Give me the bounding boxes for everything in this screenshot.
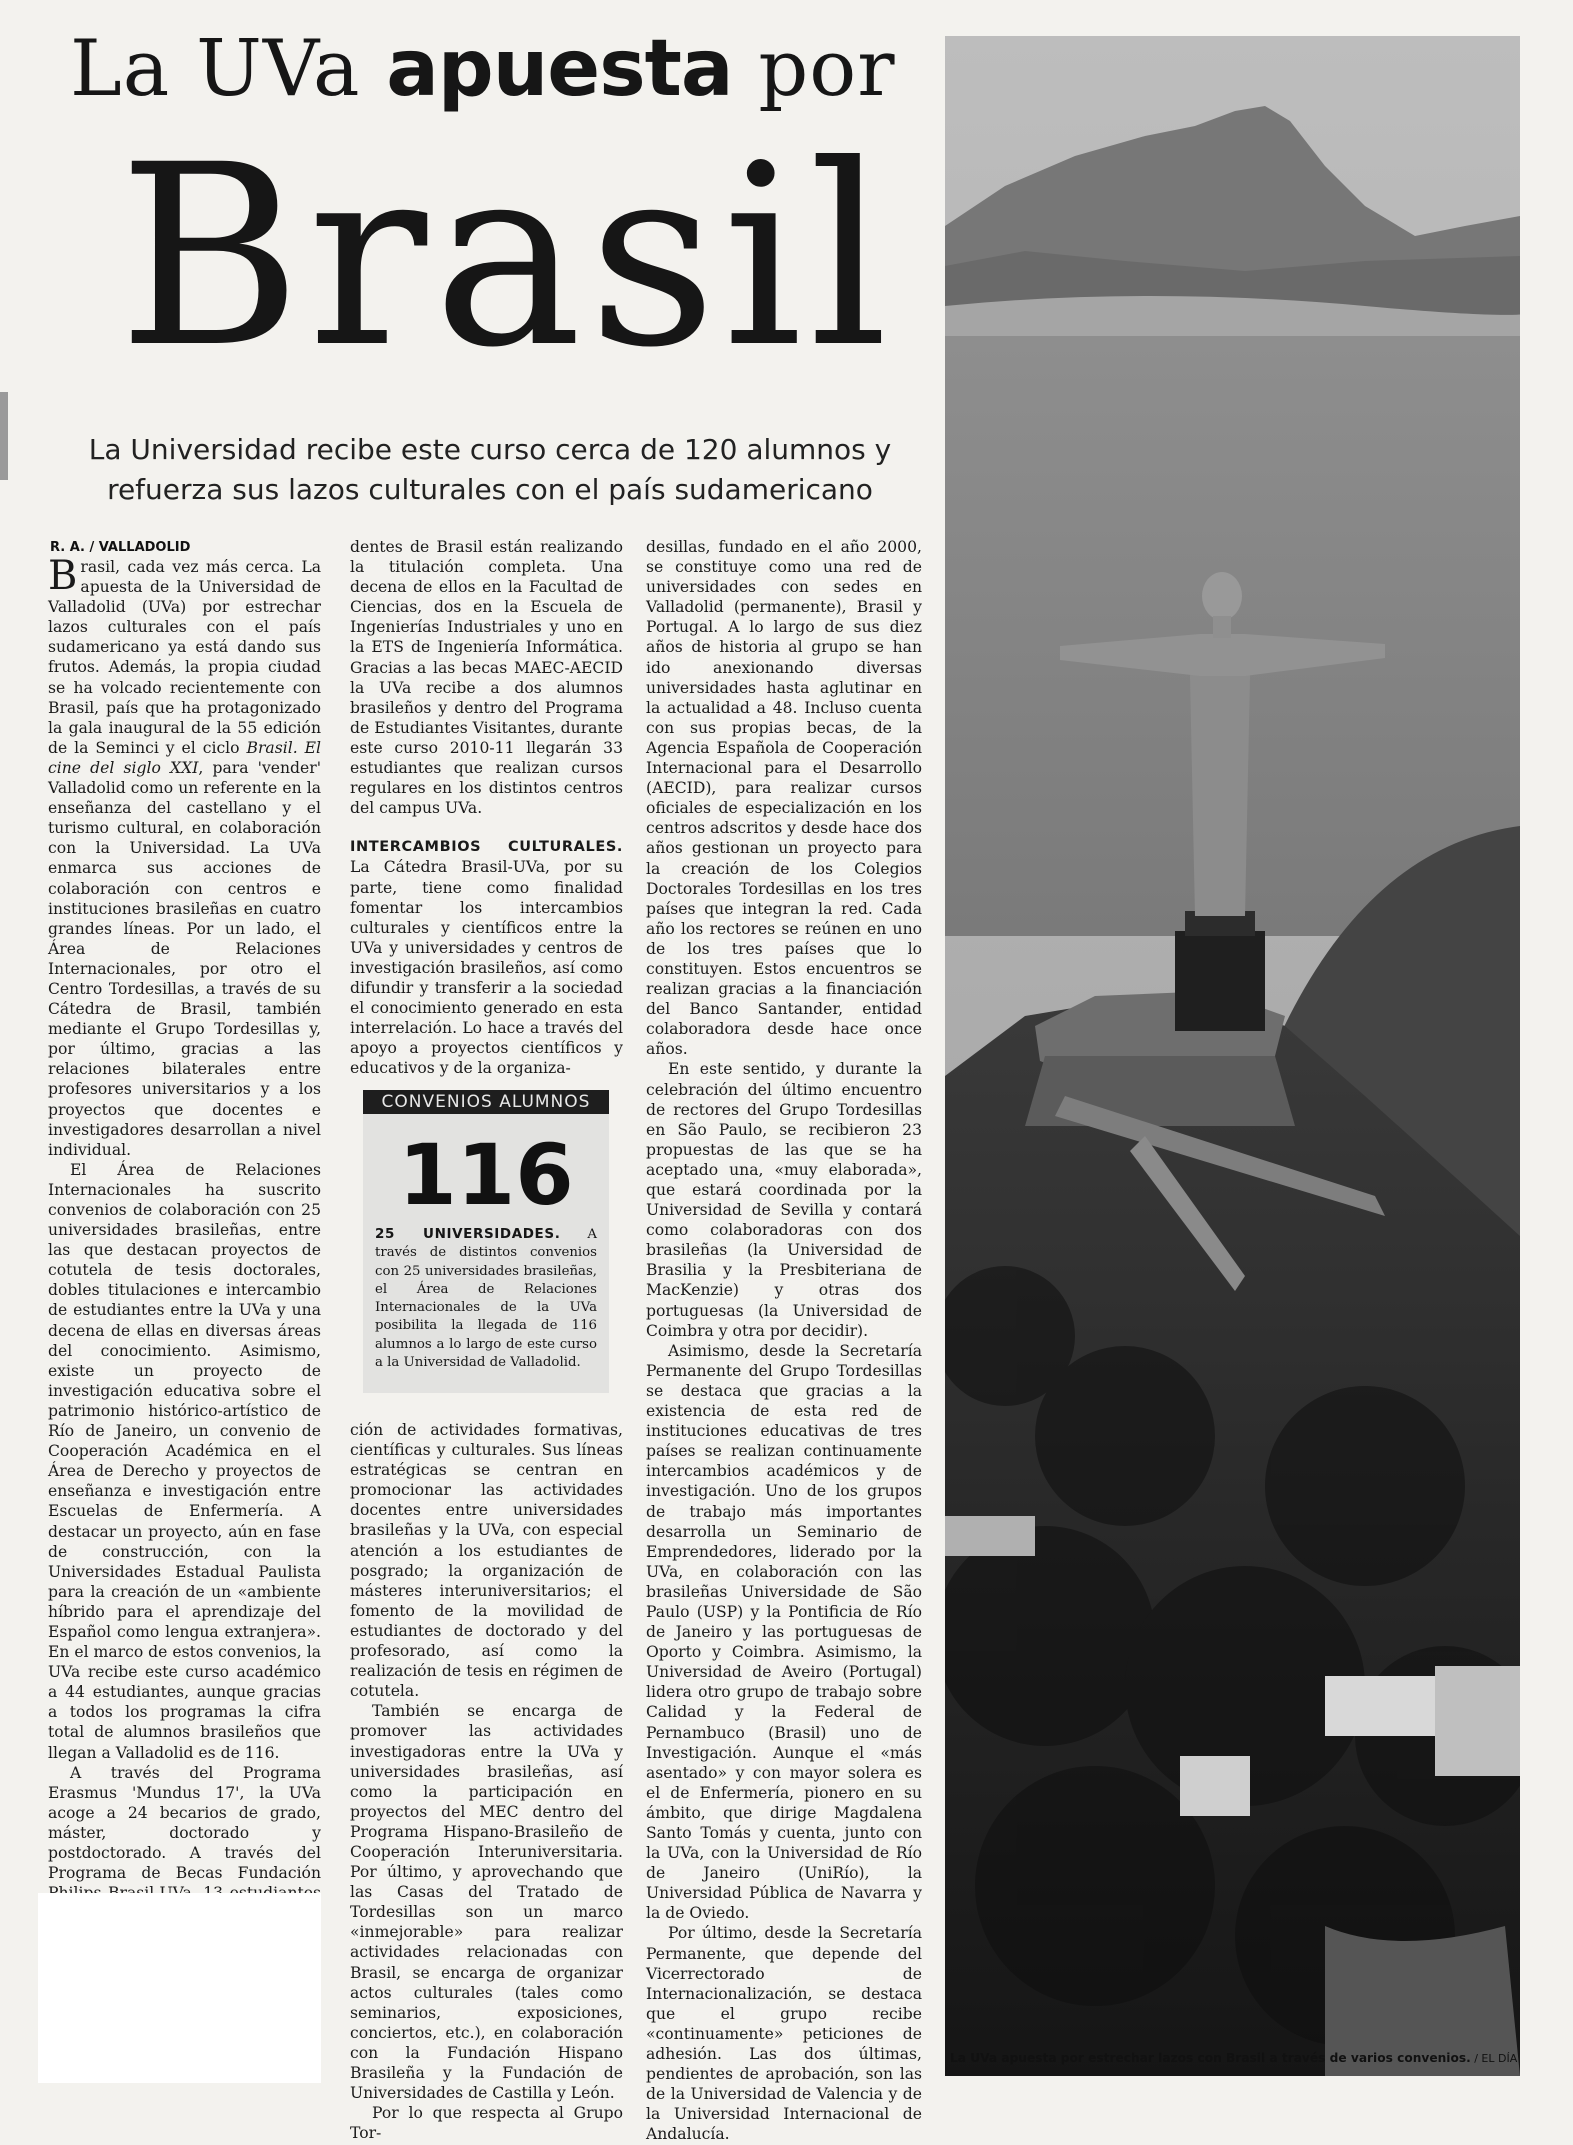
col3-paragraph-2: En este sentido, y durante la celebración del último encuentro de rectores del Grupo Tordesillas en São Paulo, se recibieron 23 propuestas de las que se ha aceptado una, «muy elaborada», que estará coordinada por la Universidad de Sevilla y contará como colaboradoras con dos brasileñas (la Universidad de Brasilia y la Presbiteriana de MacKenzie) y otras dos portuguesas (la Universidad de Coimbra y otra por decidir). xyxy=(646,1060,922,1340)
col1-paragraph-1 xyxy=(48,553,321,1160)
photo-caption xyxy=(950,2051,1520,2065)
col2-paragraph-3: ción de actividades formativas, científicas y culturales. Sus líneas estratégicas se centran en promocionar las actividades docentes entre universidades brasileñas y la UVa, con especial atención a los estudiantes de posgrado; la organización de másteres interuniversitarios; el fomento de la movilidad de estudiantes de doctorado y del profesorado, así como la realización de tesis en régimen de cotutela. xyxy=(350,1421,623,1701)
dropcap: B xyxy=(48,553,78,599)
deck-subtitle: La Universidad recibe este curso cerca de 120 alumnos y refuerza sus lazos culturales con el país sudamericano xyxy=(88,433,892,506)
col2-paragraph-2 xyxy=(350,836,623,1078)
col3-paragraph-4: Por último, desde la Secretaría Permanente, que depende del Vicerrectorado de Internacionalización, se destaca que el grupo recibe «continuamente» peticiones de adhesión. Las dos últimas, pendientes de aprobación, son las de la Universidad de Valencia y de la Universidad Internacional de Andalucía. xyxy=(646,1924,922,2144)
article-column-2-top xyxy=(350,537,623,1078)
subhead-intercambios: INTERCAMBIOS CULTURALES. xyxy=(350,839,623,856)
headline-line-2: Brasil xyxy=(118,111,895,402)
col2-p2-text: La Cátedra Brasil-UVa, por su parte, tiene como finalidad fomentar los intercambios culturales y científicos entre la UVa y universidades y centros de investigación brasileños, así como difundir y transferir a la sociedad el conocimiento generado en esta interrelación. Lo hace a través del apoyo a proyectos científicos y educativos y de la organiza- xyxy=(350,858,623,1078)
col3-paragraph-1: desillas, fundado en el año 2000, se constituye como una red de universidades con sedes en Valladolid (permanente), Brasil y Portugal. A lo largo de sus diez años de historia al grupo se han ido anexionando diversas universidades hasta aglutinar en la actualidad a 48. Incluso cuenta con sus propias becas, de la Agencia Española de Cooperación Internacional para el Desarrollo (AECID), para realizar cursos oficiales de especialización en los centros adscritos y desde hace dos años gestionan un proyecto para la creación de los Colegios Doctorales Tordesillas en los tres países que integran la red. Cada año los rectores se reúnen en uno de los tres países que lo constituyen. Estos encuentros se realizan gracias a la financiación del Banco Santander, entidad colaboradora desde hace once años. xyxy=(646,538,922,1059)
headline-pre: La UVa xyxy=(70,24,387,114)
headline-line-1 xyxy=(70,24,930,114)
col1-p1-italic: Brasil. El cine del siglo XXI xyxy=(48,738,321,777)
blank-patch xyxy=(38,1893,321,2083)
byline: R. A. / VALLADOLID xyxy=(50,540,191,555)
article-column-2-bottom xyxy=(350,1420,623,2143)
article-column-3 xyxy=(646,537,922,2145)
headline-post: por xyxy=(732,24,896,114)
box-label: CONVENIOS ALUMNOS xyxy=(363,1090,609,1114)
box-lead: 25 UNIVERSIDADES. xyxy=(375,1226,561,1242)
highlight-box xyxy=(363,1090,609,1393)
photo-illustration xyxy=(945,36,1520,2076)
box-body: A través de distintos convenios con 25 universidades brasileñas, el Área de Relaciones Internacionales de la UVa posibilita la llegada de 116 alumnos a lo largo de este curso a la Universidad de Valladolid. xyxy=(375,1227,597,1371)
col2-paragraph-5: Por lo que respecta al Grupo Tor- xyxy=(350,2104,623,2143)
christ-redeemer-photo xyxy=(945,36,1520,2076)
col1-p1-end: , para 'vender' Valladolid como un referente en la enseñanza del castellano y el turismo cultural, en colaboración con la Universidad. La UVa enmarca sus acciones de colaboración con centros e instituciones brasileñas en cuatro grandes líneas. Por un lado, el Área de Relaciones Internacionales, por otro el Centro Tordesillas, a través de su Cátedra de Brasil, también mediante el Grupo Tordesillas y, por último, gracias a las relaciones bilaterales entre profesores universitarios y a los proyectos que docentes e investigadores desarrollan a nivel individual. xyxy=(48,758,321,1159)
col1-paragraph-2: El Área de Relaciones Internacionales ha suscrito convenios de colaboración con 25 universidades brasileñas, entre las que destacan proyectos de cotutela de tesis doctorales, dobles titulaciones e intercambio de estudiantes entre la UVa y una decena de ellas en diversas áreas del conocimiento. Asimismo, existe un proyecto de investigación educativa sobre el patrimonio histórico-artístico de Río de Janeiro, un convenio de Cooperación Académica en el Área de Derecho y proyectos de enseñanza e investigación entre Escuelas de Enfermería. A destacar un proyecto, aún en fase de construcción, con la Universidades Estadual Paulista para la creación de un «ambiente híbrido para el aprendizaje del Español como lengua extranjera». En el marco de estos convenios, la UVa recibe este curso académico a 44 estudiantes, aunque gracias a todos los programas la cifra total de alumnos brasileños que llegan a Valladolid es de 116. xyxy=(48,1160,322,1762)
col1-paragraph-3: A través del Programa Erasmus 'Mundus 17', la UVa acoge a 24 becarios de grado, máster, doctorado y postdoctorado. A través del Programa de Becas Fundación xyxy=(48,1763,321,1883)
col1-p1-start: rasil, cada vez más cerca. La apuesta de la Universidad de Valladolid (UVa) por estrechar lazos culturales con el país sudamericano ya está dando sus frutos. Además, la propia ciudad se ha volcado recientemente con Brasil, país que ha protagonizado la gala inaugural de la 55 edición de la Seminci y el ciclo xyxy=(48,558,321,757)
box-text xyxy=(375,1225,597,1372)
caption-source: / EL DÍA xyxy=(1470,2052,1518,2065)
article-column-1 xyxy=(48,553,322,1923)
caption-text: La UVa apuesta por estrechar lazos con Brasil a través de varios convenios. xyxy=(950,2051,1471,2065)
box-number: 116 xyxy=(398,1126,574,1224)
col3-paragraph-3: Asimismo, desde la Secretaría Permanente del Grupo Tordesillas se destaca que gracias a la existencia de esta red de instituciones educativas de tres países se realizan continuamente intercambios académicos y de investigación. Uno de los grupos de trabajo más importantes desarrolla un Seminario de Emprendedores, liderado por la UVa, en colaboración con las brasileñas Universidade de São Paulo (USP) y la Pontificia de Río de Janeiro y las portuguesas de Oporto y Coimbra. Asimismo, la Universidad de Aveiro (Portugal) lidera otro grupo de trabajo sobre Calidad y la Federal de Pernambuco (Brasil) uno de Investigación. Aunque el «más asentado» y con mayor solera es el de Enfermería, pionero en su ámbito, que dirige Magdalena Santo Tomás y cuenta, junto con la UVa, con la Universidad de Río de Janeiro (UniRío), la Universidad Pública de Navarra y la de Oviedo. xyxy=(646,1341,922,1923)
headline-bold: apuesta xyxy=(386,24,733,114)
col2-paragraph-4: También se encarga de promover las actividades investigadoras entre la UVa y universidades brasileñas, así como la participación en proyectos del MEC dentro del Programa Hispano-Brasileño de Cooperación Interuniversitaria. Por último, y aprovechando que las Casas del Tratado de Tordesillas son un marco «inmejorable» para realizar actividades relacionadas con Brasil, se encarga de organizar actos culturales (tales como seminarios, exposiciones, conciertos, etc.), en colaboración con la Fundación Hispano Brasileña y la Fundación de Universidades de Castilla y León. xyxy=(350,1702,623,2103)
col2-paragraph-1: dentes de Brasil están realizando la titulación completa. Una decena de ellos en la Facultad de Ciencias, dos en la Escuela de Ingenierías Industriales y uno en la ETS de Ingeniería Informática. Gracias a las becas MAEC-AECID la UVa recibe a dos alumnos brasileños y dentro del Programa de Estudiantes Visitantes, durante este curso 2010-11 llegarán 33 estudiantes que realizan cursos regulares en los distintos centros del campus UVa. xyxy=(350,538,623,818)
page-edge-mark xyxy=(0,392,8,480)
